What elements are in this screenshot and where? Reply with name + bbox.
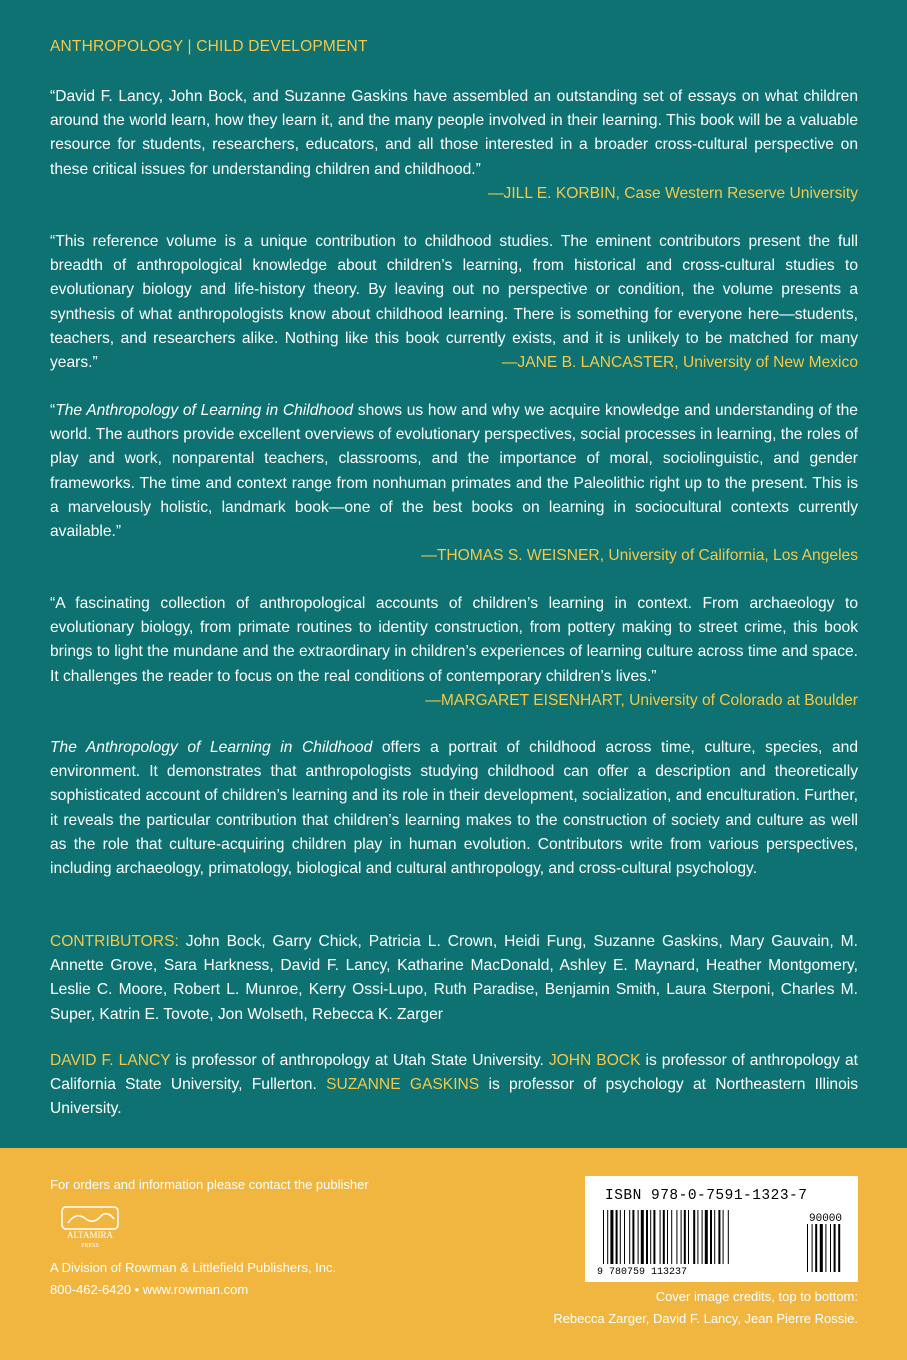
barcode-bar bbox=[629, 1210, 630, 1264]
barcode-bar bbox=[671, 1210, 672, 1264]
barcode-bar bbox=[688, 1210, 689, 1264]
endorsement-quote-2 bbox=[50, 230, 858, 375]
quote-text: “David F. Lancy, John Bock, and Suzanne Gaskins have assembled an outstanding set of essays on what children around the world learn, how they learn it, and the many people involved in their learning. This book will be a valuable resource for students, researchers, educators, and all those interested in a broader cross-cultural perspective on these critical issues for understanding children and childhood.” bbox=[50, 88, 858, 178]
svg-text:ALTAMIRA: ALTAMIRA bbox=[67, 1230, 113, 1240]
endorsement-quote-1 bbox=[50, 85, 858, 206]
barcode-bar bbox=[603, 1210, 604, 1264]
altamira-logo-mark bbox=[58, 1205, 126, 1255]
barcode-bar bbox=[728, 1210, 729, 1264]
description-text: offers a portrait of childhood across time, culture, species, and environment. It demonstrates that anthropologists studying childhood can offer a description and theoretically sophisticated account of children’s learning and its role in their development, socialization, and enculturation. Further, it reveals the particular contribution that children’s learning makes to the construction of society and culture as well as the role that culture-acquiring children play in human evolution. Contributors write from various perspectives, including archaeology, primatology, biological and cultural anthropology, and cross-cultural psychology. bbox=[50, 739, 858, 878]
svg-text:PRESS: PRESS bbox=[81, 1243, 99, 1249]
barcode-bar bbox=[723, 1210, 724, 1264]
barcode-bar bbox=[663, 1210, 665, 1264]
barcode-bar bbox=[714, 1210, 715, 1264]
quote-text: “A fascinating collection of anthropological accounts of children’s learning in context. From archaeology to evolutionary biology, from primate routines to identity construction, from pottery making to street crime, this book brings to light the mundane and the extraordinary in children’s experiences of learning culture across time and space. It challenges the reader to focus on the real conditions of contemporary children’s lives.” bbox=[50, 595, 858, 685]
barcode-bar bbox=[632, 1210, 634, 1264]
addon-bar bbox=[807, 1224, 808, 1272]
barcode-bar bbox=[718, 1210, 720, 1264]
quote-text: “This reference volume is a unique contribution to childhood studies. The eminent contributors present the full breadth of anthropological knowledge about children’s learning, from historical and cross-cultural studies to evolutionary biology and life-history theory. By leaving out no perspective or condition, the volume presents a synthesis of what anthropologists know about childhood learning. There is something for everyone here—students, teachers, and researchers alike. Nothing like this book currently exists, and it is unlikely to be matched for many years.” bbox=[50, 233, 858, 372]
publisher-contact: 800-462-6420 • www.rowman.com bbox=[50, 1282, 249, 1297]
barcode-bars bbox=[603, 1210, 843, 1272]
barcode-bar bbox=[646, 1210, 648, 1264]
category-label: ANTHROPOLOGY | CHILD DEVELOPMENT bbox=[50, 38, 368, 55]
ean-number: 9 780759 113237 bbox=[597, 1267, 688, 1276]
addon-bar bbox=[820, 1224, 823, 1272]
addon-bar bbox=[812, 1224, 813, 1272]
book-title-italic: The Anthropology of Learning in Childhood bbox=[55, 402, 354, 419]
addon-bar bbox=[834, 1224, 836, 1272]
quote-attribution: —MARGARET EISENHART, University of Colorado at Boulder bbox=[425, 691, 858, 709]
barcode-bar bbox=[693, 1210, 695, 1264]
contributors-names: John Bock, Garry Chick, Patricia L. Crown, Heidi Fung, Suzanne Gaskins, Mary Gauvain, M. Annette Grove, Sara Harkness, David F. Lancy, Katharine MacDonald, Ashley E. Maynard, Heather Montgomery, Leslie C. Moore, Robert L. Munroe, Kerry Ossi-Lupo, Ruth Paradise, Benjamin Smith, Laura Sterponi, Charles M. Super, Katrin E. Tovote, Jon Wolseth, Rebecca K. Zarger bbox=[50, 933, 858, 1023]
addon-bar bbox=[838, 1224, 840, 1272]
publisher-division: A Division of Rowman & Littlefield Publishers, Inc. bbox=[50, 1260, 337, 1275]
barcode-bar bbox=[705, 1210, 708, 1264]
barcode-bar bbox=[641, 1210, 644, 1264]
altamira-logo bbox=[58, 1205, 126, 1255]
barcode-bar bbox=[681, 1210, 682, 1264]
barcode-bar bbox=[684, 1210, 686, 1264]
endorsement-quote-4 bbox=[50, 592, 858, 713]
barcode-bar bbox=[624, 1210, 625, 1264]
barcode-bar bbox=[653, 1210, 655, 1264]
author-bios: DAVID F. LANCY is professor of anthropology at Utah State University. JOHN BOCK is professor of anthropology at California State University, Fullerton. SUZANNE GASKINS is professor of psychology at Northeastern Illinois University. bbox=[50, 1052, 859, 1118]
quote-attribution: —THOMAS S. WEISNER, University of California, Los Angeles bbox=[421, 547, 858, 565]
contributors-label: CONTRIBUTORS: bbox=[50, 933, 179, 950]
barcode-bar bbox=[660, 1210, 661, 1264]
barcode-bar bbox=[667, 1210, 668, 1264]
barcode-bar bbox=[697, 1210, 698, 1264]
quote-text: shows us how and why we acquire knowledge and understanding of the world. The authors provide excellent overviews of evolutionary perspectives, social processes in learning, the roles of play and work, nonparental teachers, classrooms, and the importance of moral, sociolinguistic, and gender frameworks. The time and context range from nonhuman primates and the Paleolithic right up to the present. This is a marvelously holistic, landmark book—one of the best books on learning in sociocultural contexts currently available.” bbox=[50, 402, 858, 541]
barcode-bar bbox=[676, 1210, 677, 1264]
orders-info: For orders and information please contact the publisher bbox=[50, 1177, 369, 1192]
author-name-bock: JOHN BOCK bbox=[548, 1052, 641, 1069]
addon-number: 90000 bbox=[809, 1213, 843, 1225]
barcode-bar bbox=[650, 1210, 651, 1264]
quote-attribution: —JILL E. KORBIN, Case Western Reserve University bbox=[487, 184, 858, 202]
author-name-lancy: DAVID F. LANCY bbox=[50, 1052, 171, 1069]
barcode-bar bbox=[607, 1210, 608, 1264]
endorsement-quote-3: “The Anthropology of Learning in Childhood shows us how and why we acquire knowledge and understanding of the world. The authors provide excellent overviews of evolutionary perspectives, social processes in learning, the roles of play and work, nonparental teachers, classrooms, and the importance of moral, sociolinguistic, and gender frameworks. The time and context range from nonhuman primates and the Paleolithic right up to the present. This is a marvelously holistic, landmark book—one of the best books on learning in sociocultural contexts currently available.” —THOMAS S. WEISNER, University of California, Los Angeles bbox=[50, 399, 858, 568]
book-title-italic: The Anthropology of Learning in Childhood bbox=[50, 739, 373, 756]
addon-bar bbox=[815, 1224, 817, 1272]
addon-bar bbox=[825, 1224, 826, 1272]
barcode-bar bbox=[710, 1210, 712, 1264]
barcode-bar bbox=[610, 1210, 613, 1264]
quote-attribution: —JANE B. LANCASTER, University of New Mexico bbox=[501, 354, 858, 372]
isbn-barcode-box bbox=[585, 1176, 858, 1282]
cover-image-credits: Cover image credits, top to bottom: Rebecca Zarger, David F. Lancy, Jean Pierre Rossie. bbox=[553, 1289, 858, 1326]
addon-bar bbox=[830, 1224, 831, 1272]
contributors-block bbox=[50, 930, 858, 1027]
barcode-bar bbox=[616, 1210, 618, 1264]
barcode-bar bbox=[620, 1210, 621, 1264]
barcode-bar bbox=[702, 1210, 703, 1264]
barcode-bar bbox=[638, 1210, 639, 1264]
barcode bbox=[595, 1210, 850, 1276]
author-name-gaskins: SUZANNE GASKINS bbox=[326, 1076, 480, 1094]
isbn-label: ISBN 978-0-7591-1323-7 bbox=[605, 1188, 808, 1204]
book-description bbox=[50, 736, 858, 881]
